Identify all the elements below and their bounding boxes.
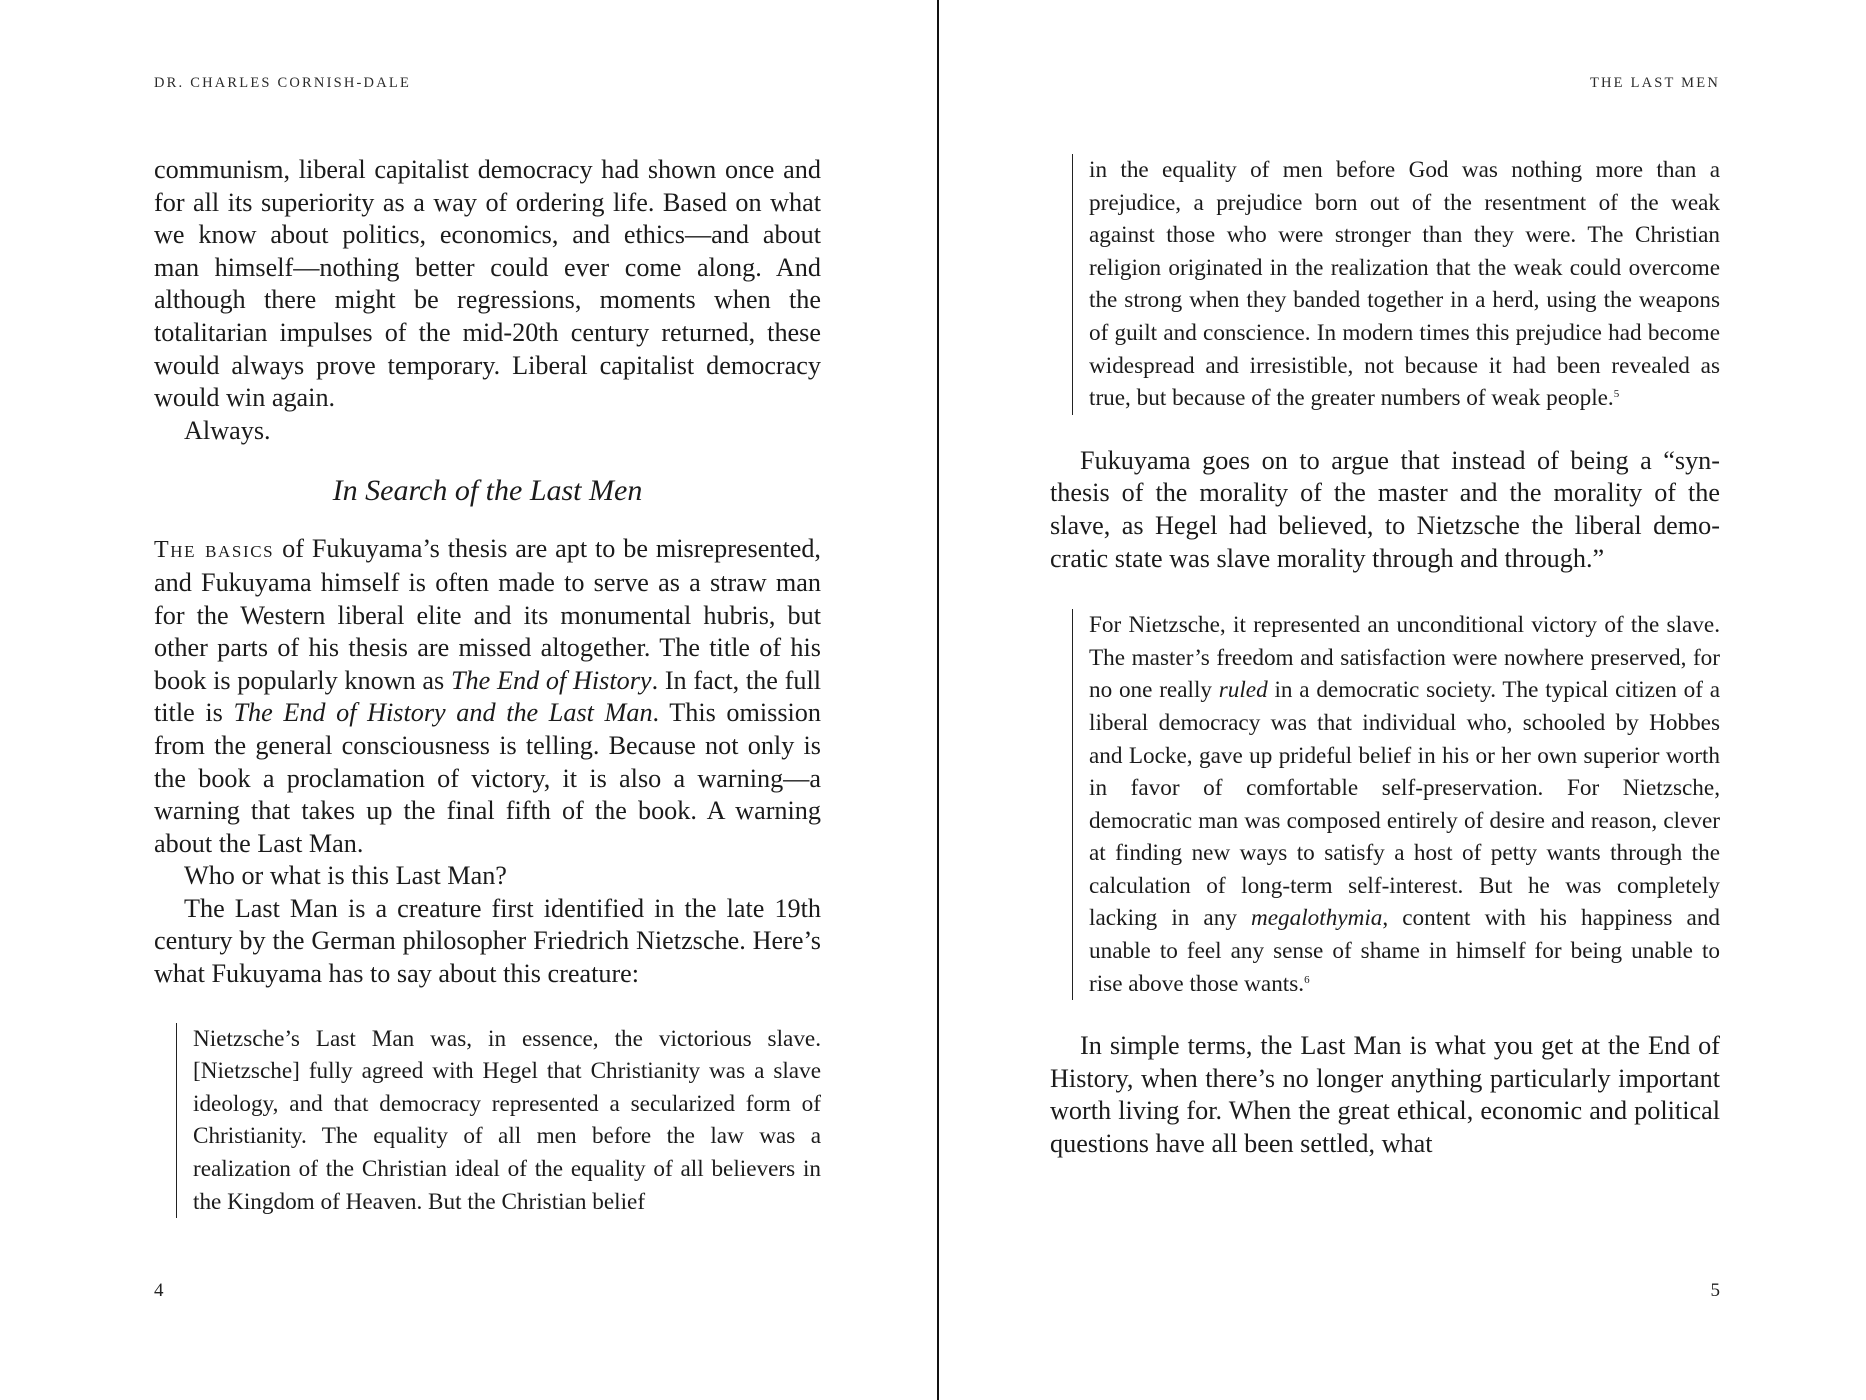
paragraph: The basics of Fukuyama’s thesis are apt to be misrepresented, and Fukuyama himself is often made to serve as a straw man for the Western liberal elite and its monumental hubris, but other parts of his thesis are missed altogether. The title of his book is popularly known as The End of History. In fact, the full title is The End of History and the Last Man. This omission from the general consciousness is telling. Because not only is the book a proclamation of victory, it is also a warning—a warning that takes up the final fifth of the book. A warning about the Last Man.	[154, 534, 821, 858]
footnote-marker: 6	[1304, 973, 1310, 986]
page-number: 5	[1710, 1280, 1720, 1301]
right-page	[940, 0, 1866, 1400]
block-quote: Nietzsche’s Last Man was, in essence, the victorious slave. [Nietzsche] fully agreed with Hegel that Christianity was a slave ideology, and that democracy represented a secularized form of Christianity. The equality of all men before the law was a realization of the Christian ideal of the equality of all believers in the Kingdom of Heaven. But the Christian belief	[176, 1023, 821, 1219]
paragraph: In simple terms, the Last Man is what you get at the End of History, when there’s no longer anything particularly important worth living for. When the great ethical, economic and political questions have all been settled, what	[1050, 1031, 1720, 1159]
page-gutter-divider	[937, 0, 939, 1400]
book-title: The End of History	[450, 665, 652, 695]
block-quote: For Nietzsche, it represented an unconditional victory of the slave. The master’s freedom and satisfaction were nowhere preserved, for no one really ruled in a democratic society. The typical citizen of a liberal democracy was that individual who, schooled by Hobbes and Locke, gave up prideful belief in his or her own superior worth in favor of comfortable self-preservation. For Nietzsche, democratic man was composed entirely of desire and reason, clever at finding new ways to satisfy a host of petty wants through the calculation of long-term self-interest. But he was completely lacking in any megalothymia, content with his happiness and unable to feel any sense of shame in himself for being unable to rise above those wants.$^6$	[1072, 609, 1720, 1000]
right-page-body	[1050, 154, 1720, 1161]
lead-in-small-caps: The basics	[154, 537, 275, 564]
section-heading: In Search of the Last Men	[332, 474, 643, 508]
left-page-body	[154, 154, 821, 1218]
running-head-title: THE LAST MEN	[1589, 75, 1720, 91]
running-head-author: DR. CHARLES CORNISH-DALE	[154, 75, 412, 91]
footnote-marker: 5	[1613, 388, 1620, 401]
paragraph: Who or what is this Last Man?	[184, 861, 507, 891]
paragraph: Fukuyama goes on to argue that instead of being a “synthesis of the morality of the master and the morality of the slave, as Hegel had believed, to Nietzsche the liberal democratic state was slave morality through and through.”	[1050, 445, 1720, 573]
paragraph: Always.	[184, 415, 271, 445]
paragraph: The Last Man is a creature first identified in the late 19th century by the German philosopher Friedrich Nietzsche. Here’s what Fukuyama has to say about this creature:	[154, 893, 821, 989]
page-number: 4	[154, 1280, 164, 1301]
paragraph: communism, liberal capitalist democracy had shown once and for all its superiority as a way of ordering life. Based on what we know about politics, economics, and ethics—and about man himself—nothing better could ever come along. And although there might be regressions, moments when the totalitarian impulses of the mid-20th century returned, these would always prove temporary. Liberal capitalist democracy would win again.	[154, 155, 821, 413]
book-title: The End of History and the Last Man	[233, 698, 653, 728]
block-quote: in the equality of men before God was nothing more than a prejudice, a prejudice born out of the resentment of the weak against those who were stronger than they were. The Christian religion originated in the realization that the weak could overcome the strong when they banded together in a herd, using the weapons of guilt and conscience. In modern times this prejudice had become widespread and irresistible, not because it had been revealed as true, but because of the greater numbers of weak people.$^5$	[1072, 154, 1720, 415]
